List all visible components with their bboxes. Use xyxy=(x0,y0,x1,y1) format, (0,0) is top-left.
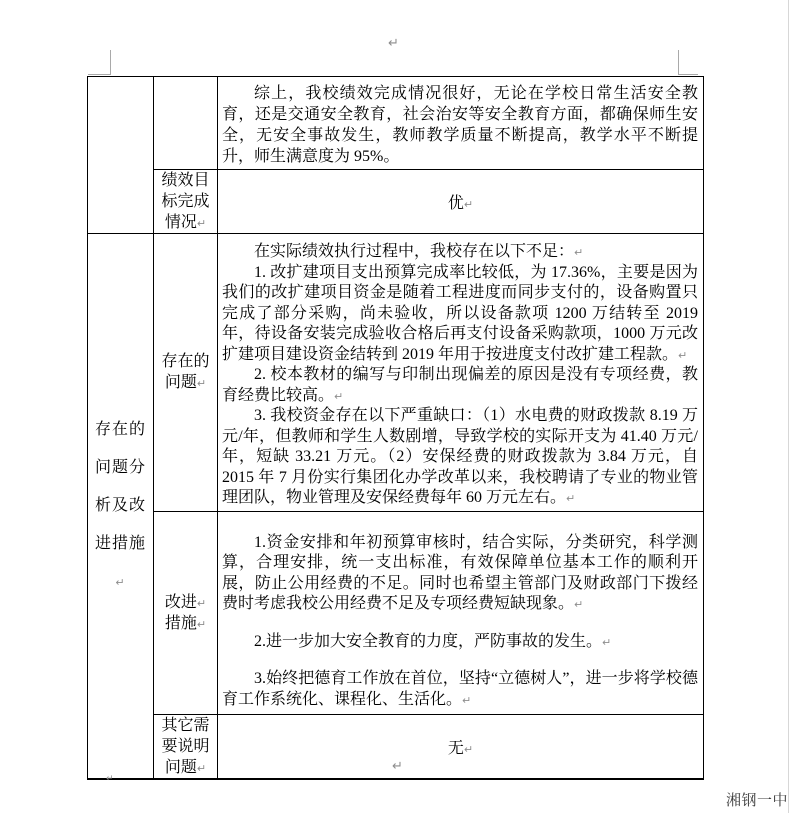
analysis-section-side-cell: 存在的问题分析及改进措施↵ xyxy=(88,234,154,779)
problems-item-3: 3. 我校资金存在以下严重缺口：（1）水电费的财政拨款 8.19 万元/年，但教师和学生人数剧增，导致学校的实际开支为 41.40 万元/年，短缺 33.21 万元。（2）安保经费的财政拨款为 3.84 万元，自 2015 年 7 月份实行集团化办学改革以来，我校聘请了专业的物业管理团队，物业管理及安保经费每年 60 万元左右。↵ xyxy=(222,407,698,506)
measures-item-1: 1.资金安排和年初预算审核时，结合实际，分类研究，科学测算，合理安排，统一支出标准，有效保障单位基本工作的顺利开展，防止公用经费的不足。同时也希望主管部门及财政部门下拨经费时考虑我校公用经费不足及专项经费短缺现象。↵ xyxy=(222,533,698,612)
paragraph-return-icon: ↵ xyxy=(196,761,207,775)
school-name-footer: 湘钢一中 xyxy=(725,793,788,809)
table-row xyxy=(88,77,704,170)
paragraph-return-icon: ↵ xyxy=(463,742,474,756)
page-edge-line xyxy=(788,0,789,813)
table-row xyxy=(88,511,704,714)
measures-item-2: 2.进一步加大安全教育的力度，严防事故的发生。↵ xyxy=(254,632,612,650)
performance-goal-label-cell: 绩效目标完成情况↵ xyxy=(154,170,218,234)
paragraph-return-icon: ↵ xyxy=(196,217,207,230)
table-row xyxy=(88,170,704,234)
paragraph-return-icon: ↵ xyxy=(115,575,126,589)
paragraph-return-icon: ↵ xyxy=(392,759,403,774)
measures-label-line: 改进↵ xyxy=(164,593,207,611)
margin-crop-mark xyxy=(88,74,111,75)
paragraph-return-icon: ↵ xyxy=(196,617,207,631)
paragraph-return-icon: ↵ xyxy=(462,693,472,707)
margin-crop-mark xyxy=(678,50,679,75)
table-row xyxy=(88,234,704,512)
paragraph-return-icon: ↵ xyxy=(678,348,688,362)
paragraph-return-icon: ↵ xyxy=(566,492,576,505)
measures-label-cell xyxy=(154,511,218,714)
paragraph-return-icon: ↵ xyxy=(106,774,114,784)
margin-crop-mark xyxy=(110,50,111,75)
paragraph-return-icon: ↵ xyxy=(574,246,584,259)
empty-label-cell xyxy=(154,77,218,170)
other-notes-value-cell: 无↵ xyxy=(218,714,704,779)
other-notes-label-cell: 其它需要说明问题↵ xyxy=(154,714,218,779)
empty-side-cell xyxy=(88,77,154,234)
problems-item-1: 1. 改扩建项目支出预算完成率比较低，为 17.36%，主要是因为我们的改扩建项目资金是随着工程进度而同步支付的，设备购置只完成了部分采购，尚未验收，所以设备款项 1200 万结转至 2019 年，待设备安装完成验收合格后再支付设备采购款项，1000 万元改扩建项目建设资金结转到 2019 年用于按进度支付改扩建工程款。↵ xyxy=(222,263,698,363)
problems-item-2: 2. 校本教材的编写与印制出现偏差的原因是没有专项经费，教育经费比较高。↵ xyxy=(222,366,698,404)
problems-content-cell xyxy=(218,234,704,512)
paragraph-return-icon: ↵ xyxy=(463,198,474,211)
paragraph-return-icon: ↵ xyxy=(574,598,584,611)
measures-item-3: 3.始终把德育工作放在首位，坚持“立德树人”，进一步将学校德育工作系统化、课程化、生活化。↵ xyxy=(222,670,698,708)
paragraph-return-icon: ↵ xyxy=(196,377,207,391)
problems-label-cell: 存在的问题↵ xyxy=(154,234,218,512)
performance-evaluation-table xyxy=(87,76,704,780)
measures-content-cell xyxy=(218,511,704,714)
performance-goal-value-cell: 优↵ xyxy=(218,170,704,234)
margin-crop-mark xyxy=(678,74,698,75)
paragraph-return-icon: ↵ xyxy=(602,635,612,649)
problems-intro: 在实际绩效执行过程中，我校存在以下不足：↵ xyxy=(254,243,584,260)
summary-conclusion-cell xyxy=(218,77,704,170)
paragraph-return-icon: ↵ xyxy=(196,596,207,610)
measures-label-line: 措施↵ xyxy=(164,614,207,632)
paragraph-return-icon: ↵ xyxy=(388,36,399,51)
summary-paragraph: 综上，我校绩效完成情况很好，无论在学校日常生活安全教育，还是交通安全教育，社会治安等安全教育方面，都确保师生安全，无安全事故发生，教师教学质量不断提高，教学水平不断提升，师生满意度为 95%。 xyxy=(222,85,698,165)
paragraph-return-icon: ↵ xyxy=(334,389,344,403)
